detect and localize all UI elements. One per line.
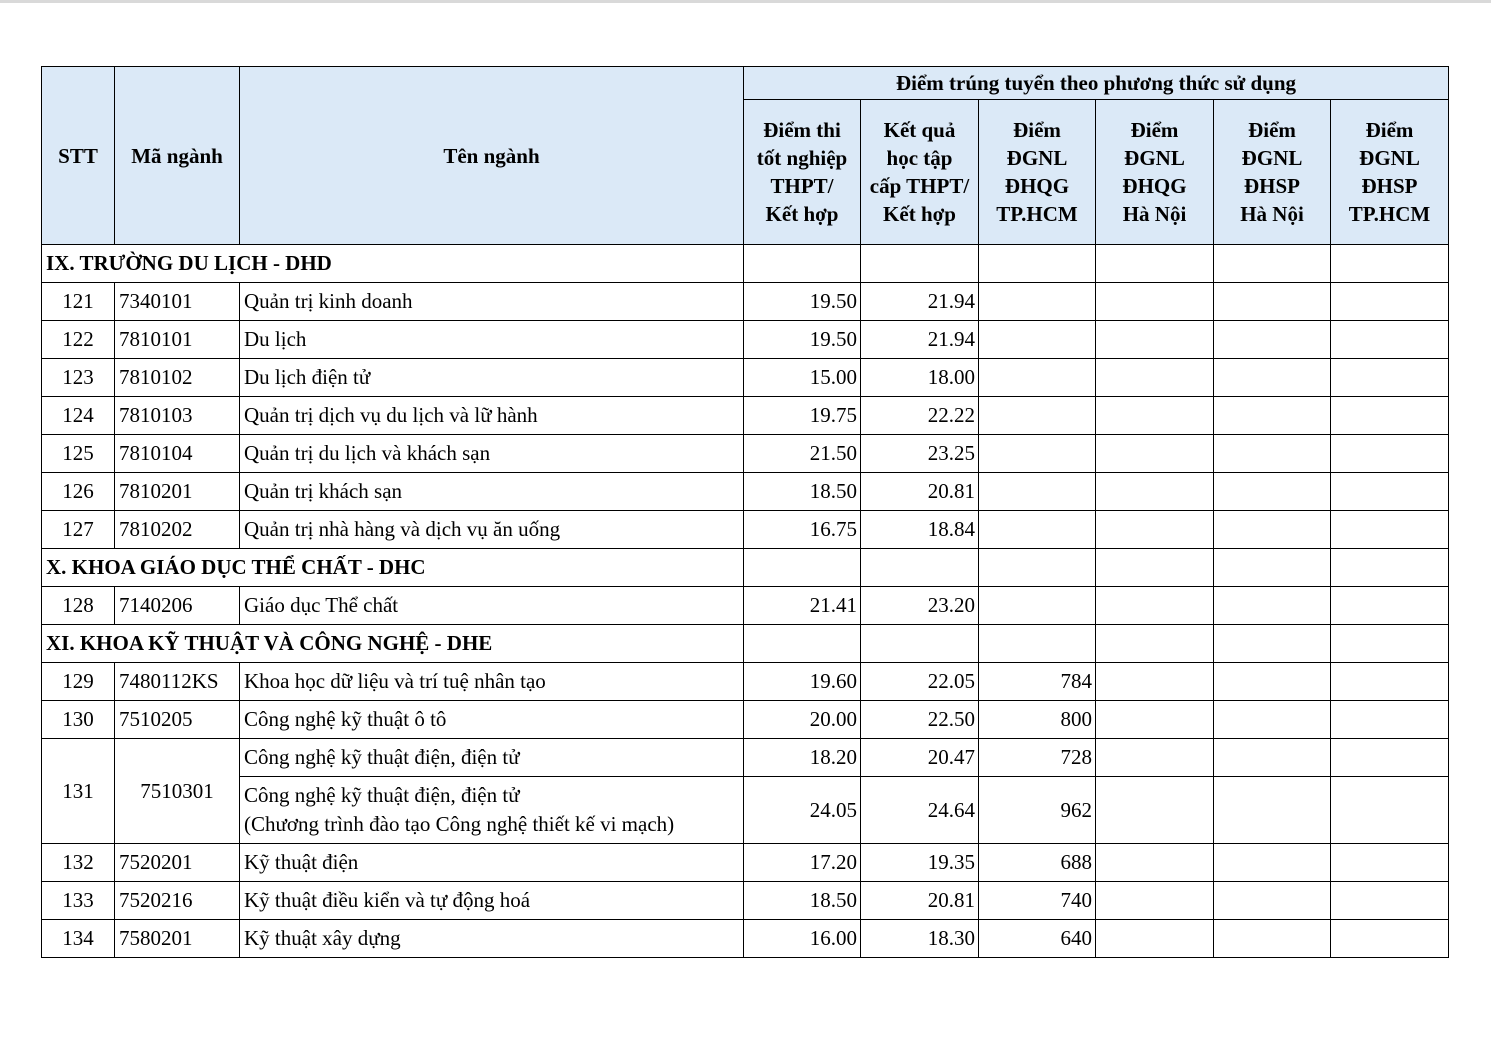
row-name: Quản trị dịch vụ du lịch và lữ hành	[240, 397, 744, 435]
row-score-thpt: 15.00	[744, 359, 861, 397]
row-score-hocba: 18.84	[861, 511, 979, 549]
row-name: Công nghệ kỹ thuật ô tô	[240, 701, 744, 739]
header-name: Tên ngành	[240, 67, 744, 245]
row-code: 7810101	[115, 321, 240, 359]
table-row	[42, 777, 1449, 844]
row-stt: 121	[42, 283, 115, 321]
header-stt: STT	[42, 67, 115, 245]
row-score-thpt: 19.50	[744, 321, 861, 359]
row-name: Công nghệ kỹ thuật điện, điện tử	[240, 739, 744, 777]
row-code: 7510301	[115, 739, 240, 844]
row-code: 7520216	[115, 882, 240, 920]
row-score-hocba: 20.81	[861, 882, 979, 920]
row-score-hocba: 23.20	[861, 587, 979, 625]
row-score-thpt: 19.60	[744, 663, 861, 701]
row-stt: 130	[42, 701, 115, 739]
row-stt: 122	[42, 321, 115, 359]
row-stt: 129	[42, 663, 115, 701]
row-score-hocba: 22.50	[861, 701, 979, 739]
row-score-hocba: 18.30	[861, 920, 979, 958]
header-method-thpt: Điểm thi tốt nghiệp THPT/ Kết hợp	[744, 100, 861, 245]
row-stt: 124	[42, 397, 115, 435]
row-score-hocba: 19.35	[861, 844, 979, 882]
row-name: Du lịch điện tử	[240, 359, 744, 397]
row-score-dgnl-hcm: 740	[979, 882, 1096, 920]
row-stt: 123	[42, 359, 115, 397]
row-stt: 131	[42, 739, 115, 844]
row-score-thpt: 18.50	[744, 473, 861, 511]
row-name-line: Công nghệ kỹ thuật điện, điện tử	[244, 783, 520, 807]
row-score-hocba: 21.94	[861, 283, 979, 321]
row-stt: 133	[42, 882, 115, 920]
table-row	[42, 359, 1449, 397]
row-stt: 126	[42, 473, 115, 511]
row-code: 7520201	[115, 844, 240, 882]
row-score-thpt: 18.50	[744, 882, 861, 920]
row-name: Kỹ thuật điện	[240, 844, 744, 882]
section-row	[42, 549, 1449, 587]
row-name	[240, 777, 744, 844]
row-code: 7810104	[115, 435, 240, 473]
row-score-dgnl-hcm: 728	[979, 739, 1096, 777]
row-name: Quản trị nhà hàng và dịch vụ ăn uống	[240, 511, 744, 549]
admission-scores-table	[41, 66, 1449, 958]
row-code: 7340101	[115, 283, 240, 321]
row-code: 7810202	[115, 511, 240, 549]
row-score-thpt: 21.41	[744, 587, 861, 625]
row-code: 7580201	[115, 920, 240, 958]
row-name: Quản trị du lịch và khách sạn	[240, 435, 744, 473]
row-code: 7810103	[115, 397, 240, 435]
table-row	[42, 397, 1449, 435]
row-score-dgnl-hcm: 640	[979, 920, 1096, 958]
row-name: Quản trị khách sạn	[240, 473, 744, 511]
row-score-thpt: 24.05	[744, 777, 861, 844]
table-row	[42, 844, 1449, 882]
row-score-hocba: 20.47	[861, 739, 979, 777]
row-name-line: (Chương trình đào tạo Công nghệ thiết kế vi mạch)	[244, 812, 675, 836]
table-row	[42, 511, 1449, 549]
table-row	[42, 920, 1449, 958]
header-code: Mã ngành	[115, 67, 240, 245]
row-code: 7810102	[115, 359, 240, 397]
row-score-thpt: 17.20	[744, 844, 861, 882]
row-stt: 128	[42, 587, 115, 625]
row-score-dgnl-hcm: 962	[979, 777, 1096, 844]
table-row	[42, 701, 1449, 739]
header-method-hocba: Kết quả học tập cấp THPT/ Kết hợp	[861, 100, 979, 245]
table-row	[42, 587, 1449, 625]
row-code: 7510205	[115, 701, 240, 739]
row-score-hocba: 20.81	[861, 473, 979, 511]
row-name: Kỹ thuật điều kiển và tự động hoá	[240, 882, 744, 920]
row-code: 7810201	[115, 473, 240, 511]
row-score-thpt: 16.75	[744, 511, 861, 549]
table-row	[42, 283, 1449, 321]
row-score-thpt: 21.50	[744, 435, 861, 473]
row-score-thpt: 19.75	[744, 397, 861, 435]
header-method-dgnl-dhsp-hcm: Điểm ĐGNL ĐHSP TP.HCM	[1331, 100, 1449, 245]
section-row	[42, 245, 1449, 283]
section-title: X. KHOA GIÁO DỤC THỂ CHẤT - DHC	[42, 549, 744, 587]
row-name: Giáo dục Thể chất	[240, 587, 744, 625]
row-stt: 132	[42, 844, 115, 882]
header-method-dgnl-dhsp-hanoi: Điểm ĐGNL ĐHSP Hà Nội	[1214, 100, 1331, 245]
section-title: XI. KHOA KỸ THUẬT VÀ CÔNG NGHỆ - DHE	[42, 625, 744, 663]
table-row	[42, 663, 1449, 701]
table-row	[42, 321, 1449, 359]
row-code: 7140206	[115, 587, 240, 625]
table-row	[42, 473, 1449, 511]
row-stt: 125	[42, 435, 115, 473]
row-name: Quản trị kinh doanh	[240, 283, 744, 321]
row-score-thpt: 20.00	[744, 701, 861, 739]
row-score-dgnl-hcm	[979, 511, 1096, 549]
row-score-thpt: 16.00	[744, 920, 861, 958]
section-title: IX. TRƯỜNG DU LỊCH - DHD	[42, 245, 744, 283]
row-name: Kỹ thuật xây dựng	[240, 920, 744, 958]
row-score-dgnl-hcm	[979, 435, 1096, 473]
row-score-dgnl-hcm	[979, 359, 1096, 397]
section-row	[42, 625, 1449, 663]
table-row	[42, 882, 1449, 920]
header-method-dgnl-dhqg-hanoi: Điểm ĐGNL ĐHQG Hà Nội	[1096, 100, 1214, 245]
row-stt: 134	[42, 920, 115, 958]
row-score-hocba: 18.00	[861, 359, 979, 397]
row-score-hocba: 22.05	[861, 663, 979, 701]
table-row	[42, 739, 1449, 777]
table-row	[42, 435, 1449, 473]
row-score-dgnl-hcm	[979, 283, 1096, 321]
row-score-hocba: 21.94	[861, 321, 979, 359]
row-score-thpt: 19.50	[744, 283, 861, 321]
row-name: Du lịch	[240, 321, 744, 359]
row-score-dgnl-hcm	[979, 397, 1096, 435]
row-score-dgnl-hcm: 784	[979, 663, 1096, 701]
row-score-dgnl-hcm: 688	[979, 844, 1096, 882]
row-score-dgnl-hcm: 800	[979, 701, 1096, 739]
row-stt: 127	[42, 511, 115, 549]
row-score-dgnl-hcm	[979, 321, 1096, 359]
header-method-group: Điểm trúng tuyển theo phương thức sử dụng	[744, 67, 1449, 100]
row-score-hocba: 24.64	[861, 777, 979, 844]
row-score-hocba: 22.22	[861, 397, 979, 435]
row-score-dgnl-hcm	[979, 587, 1096, 625]
row-code: 7480112KS	[115, 663, 240, 701]
row-name: Khoa học dữ liệu và trí tuệ nhân tạo	[240, 663, 744, 701]
row-score-thpt: 18.20	[744, 739, 861, 777]
page-top-border	[0, 0, 1491, 3]
row-score-dgnl-hcm	[979, 473, 1096, 511]
header-method-dgnl-dhqg-hcm: Điểm ĐGNL ĐHQG TP.HCM	[979, 100, 1096, 245]
row-score-hocba: 23.25	[861, 435, 979, 473]
